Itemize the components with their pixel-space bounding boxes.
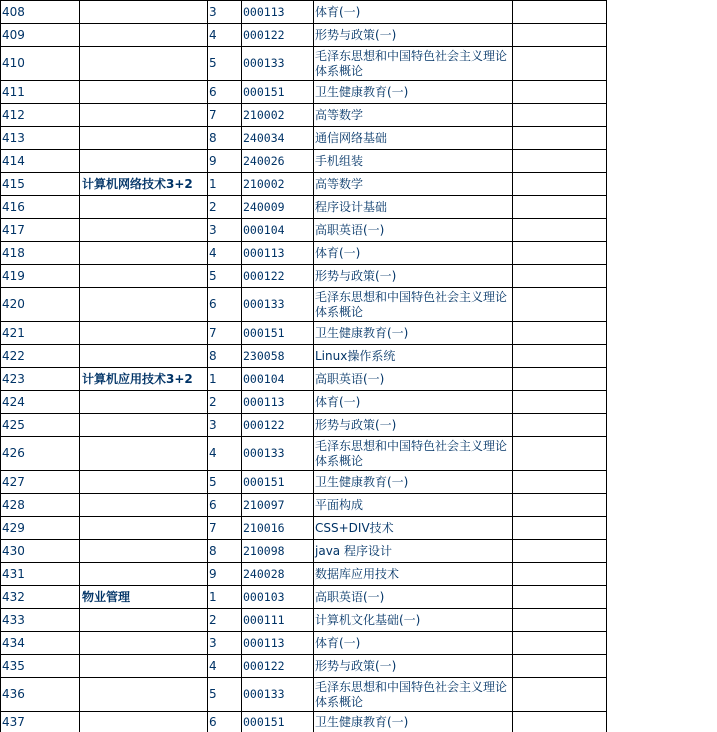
row-number-cell: 418 (1, 242, 80, 265)
course-name-cell: 体育(一) (314, 632, 513, 655)
course-sequence-cell: 1 (208, 586, 242, 609)
course-code-cell: 210002 (242, 173, 314, 196)
table-row (1, 265, 607, 288)
course-sequence-cell: 5 (208, 471, 242, 494)
program-name-cell (80, 345, 208, 368)
course-sequence-cell: 1 (208, 368, 242, 391)
empty-cell (513, 47, 607, 81)
course-name-cell: 高职英语(一) (314, 219, 513, 242)
course-name-cell: 卫生健康教育(一) (314, 471, 513, 494)
empty-cell (513, 414, 607, 437)
row-number-cell: 436 (1, 678, 80, 712)
row-number-cell: 417 (1, 219, 80, 242)
empty-cell (513, 517, 607, 540)
course-code-cell: 000133 (242, 678, 314, 712)
table-row (1, 173, 607, 196)
table-row (1, 471, 607, 494)
course-code-cell: 000151 (242, 81, 314, 104)
table-row (1, 288, 607, 322)
program-name-cell (80, 712, 208, 732)
empty-cell (513, 322, 607, 345)
course-name-cell: 毛泽东思想和中国特色社会主义理论体系概论 (314, 47, 513, 81)
course-code-cell: 240009 (242, 196, 314, 219)
row-number-cell: 421 (1, 322, 80, 345)
row-number-cell: 410 (1, 47, 80, 81)
empty-cell (513, 242, 607, 265)
course-code-cell: 000113 (242, 632, 314, 655)
course-name-cell: 高职英语(一) (314, 368, 513, 391)
course-sequence-cell: 5 (208, 678, 242, 712)
program-name-cell (80, 47, 208, 81)
table-row (1, 414, 607, 437)
course-sequence-cell: 2 (208, 609, 242, 632)
empty-cell (513, 104, 607, 127)
row-number-cell: 409 (1, 24, 80, 47)
row-number-cell: 412 (1, 104, 80, 127)
course-code-cell: 210098 (242, 540, 314, 563)
course-code-cell: 000133 (242, 47, 314, 81)
program-name-cell: 物业管理 (80, 586, 208, 609)
course-name-cell: CSS+DIV技术 (314, 517, 513, 540)
course-code-cell: 240034 (242, 127, 314, 150)
table-row (1, 81, 607, 104)
course-sequence-cell: 6 (208, 288, 242, 322)
program-name-cell (80, 24, 208, 47)
program-name-cell: 计算机网络技术3+2 (80, 173, 208, 196)
program-name-cell (80, 265, 208, 288)
empty-cell (513, 586, 607, 609)
empty-cell (513, 265, 607, 288)
row-number-cell: 431 (1, 563, 80, 586)
empty-cell (513, 609, 607, 632)
table-row (1, 24, 607, 47)
program-name-cell (80, 609, 208, 632)
course-code-cell: 000113 (242, 242, 314, 265)
course-sequence-cell: 3 (208, 632, 242, 655)
course-name-cell: 毛泽东思想和中国特色社会主义理论体系概论 (314, 288, 513, 322)
course-sequence-cell: 9 (208, 563, 242, 586)
table-row (1, 655, 607, 678)
program-name-cell: 计算机应用技术3+2 (80, 368, 208, 391)
row-number-cell: 434 (1, 632, 80, 655)
table-row (1, 150, 607, 173)
course-sequence-cell: 7 (208, 322, 242, 345)
course-name-cell: 高等数学 (314, 173, 513, 196)
course-code-cell: 000113 (242, 391, 314, 414)
course-code-cell: 000122 (242, 24, 314, 47)
row-number-cell: 419 (1, 265, 80, 288)
program-name-cell (80, 517, 208, 540)
program-name-cell (80, 196, 208, 219)
empty-cell (513, 563, 607, 586)
row-number-cell: 423 (1, 368, 80, 391)
row-number-cell: 411 (1, 81, 80, 104)
empty-cell (513, 655, 607, 678)
course-sequence-cell: 6 (208, 494, 242, 517)
table-row (1, 127, 607, 150)
course-name-cell: 毛泽东思想和中国特色社会主义理论体系概论 (314, 437, 513, 471)
course-sequence-cell: 7 (208, 517, 242, 540)
course-code-cell: 000122 (242, 414, 314, 437)
program-name-cell (80, 391, 208, 414)
course-code-cell: 000111 (242, 609, 314, 632)
row-number-cell: 413 (1, 127, 80, 150)
program-name-cell (80, 242, 208, 265)
table-row (1, 609, 607, 632)
empty-cell (513, 678, 607, 712)
row-number-cell: 424 (1, 391, 80, 414)
empty-cell (513, 494, 607, 517)
program-name-cell (80, 127, 208, 150)
course-sequence-cell: 1 (208, 173, 242, 196)
table-row (1, 586, 607, 609)
program-name-cell (80, 540, 208, 563)
course-code-cell: 000133 (242, 288, 314, 322)
course-code-cell: 210002 (242, 104, 314, 127)
course-name-cell: 体育(一) (314, 1, 513, 24)
course-name-cell: 高职英语(一) (314, 586, 513, 609)
course-sequence-cell: 5 (208, 47, 242, 81)
table-row (1, 678, 607, 712)
row-number-cell: 426 (1, 437, 80, 471)
table-row (1, 196, 607, 219)
row-number-cell: 430 (1, 540, 80, 563)
row-number-cell: 432 (1, 586, 80, 609)
program-name-cell (80, 219, 208, 242)
empty-cell (513, 471, 607, 494)
course-sequence-cell: 4 (208, 655, 242, 678)
course-code-cell: 230058 (242, 345, 314, 368)
empty-cell (513, 173, 607, 196)
row-number-cell: 437 (1, 712, 80, 732)
table-row (1, 437, 607, 471)
program-name-cell (80, 104, 208, 127)
program-name-cell (80, 437, 208, 471)
program-name-cell (80, 655, 208, 678)
course-code-cell: 000104 (242, 219, 314, 242)
table-row (1, 47, 607, 81)
course-table-body (1, 1, 607, 732)
course-name-cell: 数据库应用技术 (314, 563, 513, 586)
table-row (1, 219, 607, 242)
course-name-cell: 手机组装 (314, 150, 513, 173)
empty-cell (513, 219, 607, 242)
table-row (1, 540, 607, 563)
course-sequence-cell: 8 (208, 540, 242, 563)
course-sequence-cell: 4 (208, 24, 242, 47)
row-number-cell: 425 (1, 414, 80, 437)
table-row (1, 712, 607, 732)
course-name-cell: 形势与政策(一) (314, 265, 513, 288)
course-code-cell: 000104 (242, 368, 314, 391)
row-number-cell: 414 (1, 150, 80, 173)
course-code-cell: 210016 (242, 517, 314, 540)
row-number-cell: 433 (1, 609, 80, 632)
program-name-cell (80, 471, 208, 494)
empty-cell (513, 632, 607, 655)
empty-cell (513, 345, 607, 368)
course-sequence-cell: 4 (208, 242, 242, 265)
course-code-cell: 000133 (242, 437, 314, 471)
table-row (1, 517, 607, 540)
row-number-cell: 428 (1, 494, 80, 517)
empty-cell (513, 127, 607, 150)
row-number-cell: 420 (1, 288, 80, 322)
course-code-cell: 240028 (242, 563, 314, 586)
course-code-cell: 000103 (242, 586, 314, 609)
course-name-cell: 毛泽东思想和中国特色社会主义理论体系概论 (314, 678, 513, 712)
course-name-cell: java 程序设计 (314, 540, 513, 563)
course-code-cell: 000113 (242, 1, 314, 24)
empty-cell (513, 391, 607, 414)
course-name-cell: 体育(一) (314, 391, 513, 414)
course-name-cell: 平面构成 (314, 494, 513, 517)
empty-cell (513, 1, 607, 24)
table-row (1, 632, 607, 655)
course-name-cell: 高等数学 (314, 104, 513, 127)
table-row (1, 1, 607, 24)
empty-cell (513, 81, 607, 104)
program-name-cell (80, 1, 208, 24)
table-row (1, 494, 607, 517)
course-name-cell: 通信网络基础 (314, 127, 513, 150)
course-sequence-cell: 2 (208, 196, 242, 219)
row-number-cell: 429 (1, 517, 80, 540)
course-sequence-cell: 4 (208, 437, 242, 471)
row-number-cell: 408 (1, 1, 80, 24)
table-row (1, 322, 607, 345)
program-name-cell (80, 494, 208, 517)
course-name-cell: 计算机文化基础(一) (314, 609, 513, 632)
course-code-cell: 000151 (242, 322, 314, 345)
empty-cell (513, 288, 607, 322)
course-sequence-cell: 2 (208, 391, 242, 414)
course-code-cell: 000122 (242, 265, 314, 288)
table-row (1, 242, 607, 265)
empty-cell (513, 540, 607, 563)
table-row (1, 391, 607, 414)
course-name-cell: 形势与政策(一) (314, 24, 513, 47)
empty-cell (513, 437, 607, 471)
row-number-cell: 427 (1, 471, 80, 494)
course-sequence-cell: 9 (208, 150, 242, 173)
empty-cell (513, 24, 607, 47)
course-name-cell: 形势与政策(一) (314, 414, 513, 437)
table-row (1, 345, 607, 368)
course-sequence-cell: 3 (208, 414, 242, 437)
row-number-cell: 435 (1, 655, 80, 678)
course-sequence-cell: 3 (208, 219, 242, 242)
course-code-cell: 000151 (242, 471, 314, 494)
table-row (1, 368, 607, 391)
course-name-cell: 程序设计基础 (314, 196, 513, 219)
program-name-cell (80, 563, 208, 586)
course-name-cell: Linux操作系统 (314, 345, 513, 368)
course-code-cell: 000151 (242, 712, 314, 732)
program-name-cell (80, 632, 208, 655)
course-sequence-cell: 8 (208, 127, 242, 150)
program-name-cell (80, 322, 208, 345)
course-code-cell: 210097 (242, 494, 314, 517)
program-name-cell (80, 150, 208, 173)
table-row (1, 104, 607, 127)
empty-cell (513, 196, 607, 219)
course-sequence-cell: 6 (208, 712, 242, 732)
course-sequence-cell: 8 (208, 345, 242, 368)
course-sequence-cell: 6 (208, 81, 242, 104)
course-sequence-cell: 5 (208, 265, 242, 288)
row-number-cell: 416 (1, 196, 80, 219)
course-name-cell: 卫生健康教育(一) (314, 712, 513, 732)
empty-cell (513, 368, 607, 391)
course-code-cell: 000122 (242, 655, 314, 678)
course-sequence-cell: 7 (208, 104, 242, 127)
program-name-cell (80, 678, 208, 712)
program-name-cell (80, 414, 208, 437)
table-row (1, 563, 607, 586)
course-code-cell: 240026 (242, 150, 314, 173)
course-name-cell: 体育(一) (314, 242, 513, 265)
course-name-cell: 卫生健康教育(一) (314, 81, 513, 104)
empty-cell (513, 150, 607, 173)
course-name-cell: 卫生健康教育(一) (314, 322, 513, 345)
row-number-cell: 415 (1, 173, 80, 196)
program-name-cell (80, 81, 208, 104)
course-name-cell: 形势与政策(一) (314, 655, 513, 678)
course-sequence-cell: 3 (208, 1, 242, 24)
empty-cell (513, 712, 607, 732)
program-name-cell (80, 288, 208, 322)
row-number-cell: 422 (1, 345, 80, 368)
